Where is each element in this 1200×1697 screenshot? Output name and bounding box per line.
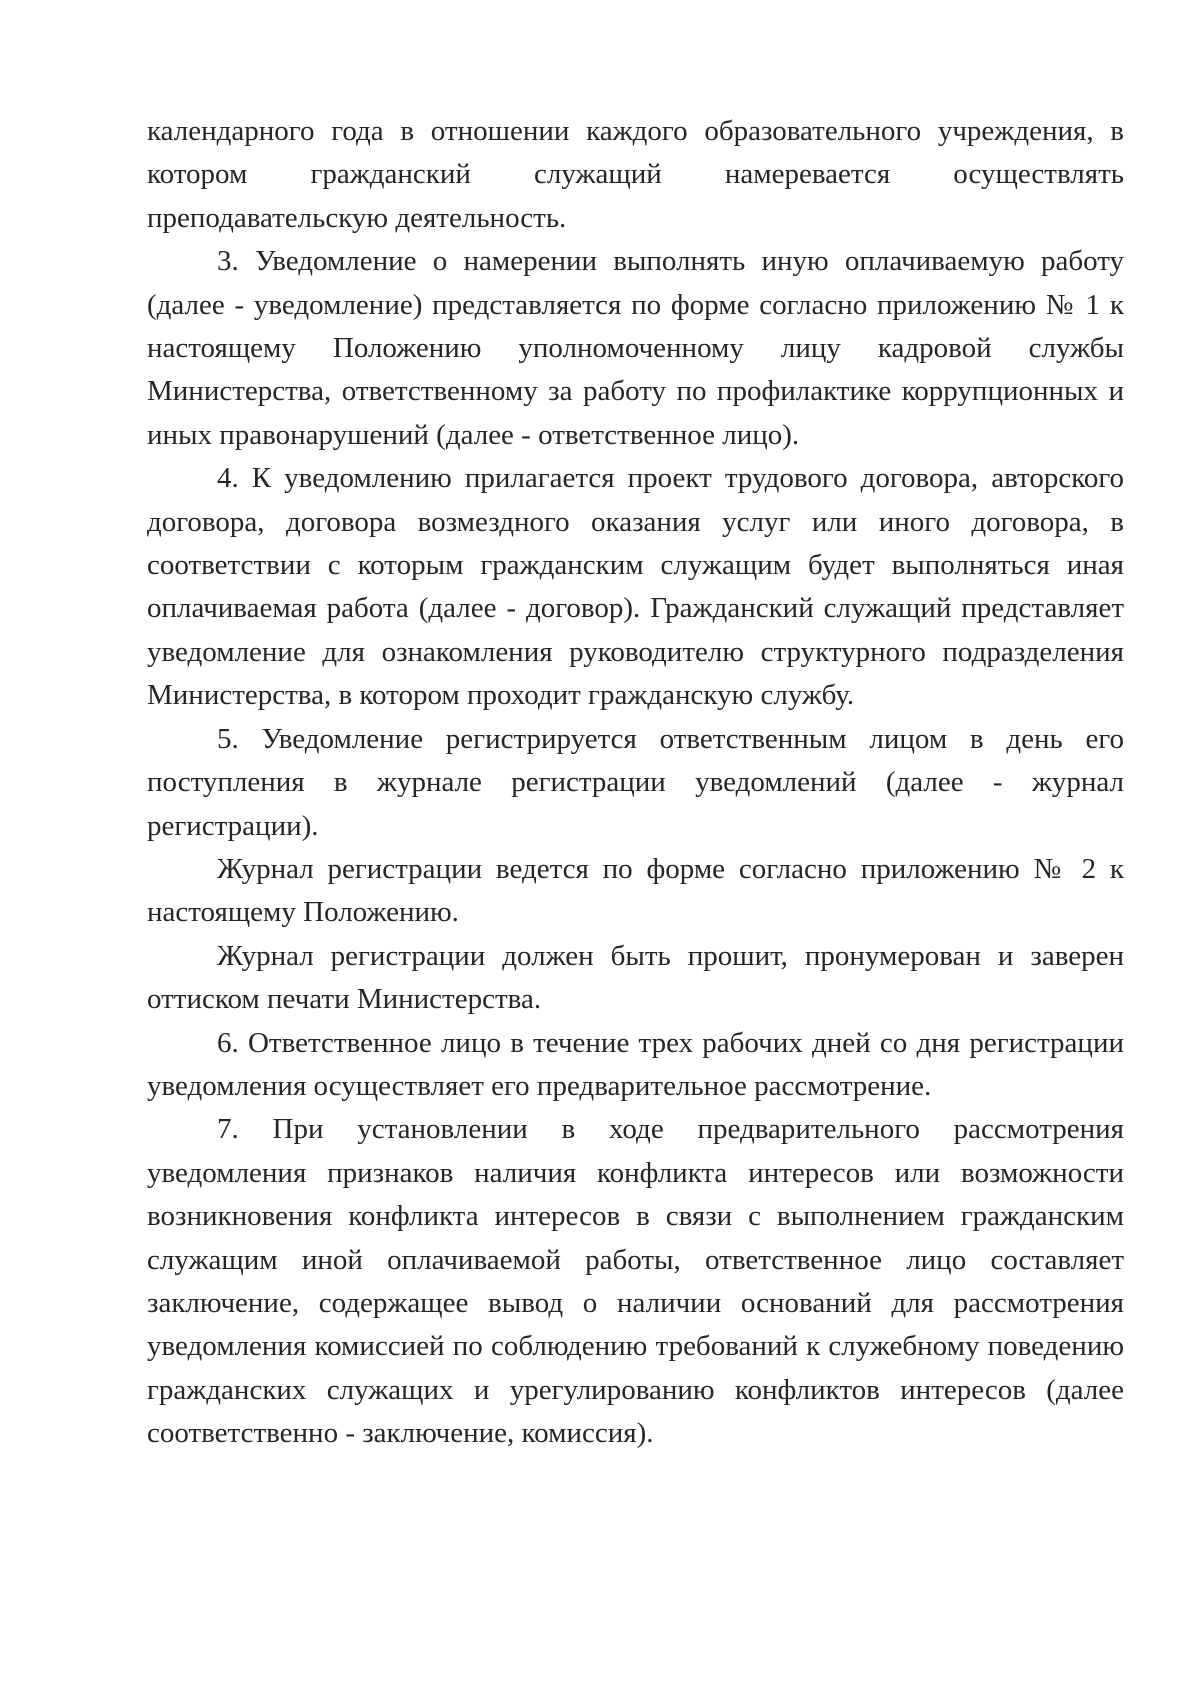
paragraph-item-7: 7. При установлении в ходе предварительного рассмотрения уведомления признаков наличия конфликта интересов или возможности возникновения конфликта интересов в связи с выполнением гражданским служащим иной оплачиваемой работы, ответственное лицо составляет заключение, содержащее вывод о наличии оснований для рассмотрения уведомления комиссией по соблюдению требований к служебному поведению гражданских служащих и урегулированию конфликтов интересов (далее соответственно - заключение, комиссия). [147,1113,1124,1450]
paragraph-continuation: календарного года в отношении каждого образовательного учреждения, в котором гражданский служащий намеревается осуществлять преподавательскую деятельность. [147,115,1124,234]
paragraph-item-6: 6. Ответственное лицо в течение трех рабочих дней со дня регистрации уведомления осуществляет его предварительное рассмотрение. [147,1026,1124,1102]
paragraph-item-3: 3. Уведомление о намерении выполнять иную оплачиваемую работу (далее - уведомление) представляется по форме согласно приложению № 1 к настоящему Положению уполномоченному лицу кадровой службы Министерства, ответственному за работу по профилактике коррупционных и иных правонарушений (далее - ответственное лицо). [147,245,1124,451]
paragraph-journal-seal: Журнал регистрации должен быть прошит, пронумерован и заверен оттиском печати Министерства. [147,939,1124,1016]
paragraph-journal-form: Журнал регистрации ведется по форме согласно приложению № 2 к настоящему Положению. [147,852,1124,929]
document-body [147,110,1124,1456]
paragraph-item-5: 5. Уведомление регистрируется ответственным лицом в день его поступления в журнале регистрации уведомлений (далее - журнал регистрации). [147,722,1124,842]
paragraph-item-4: 4. К уведомлению прилагается проект трудового договора, авторского договора, договора возмездного оказания услуг или иного договора, в соответствии с которым гражданским служащим будет выполняться иная оплачиваемая работа (далее - договор). Гражданский служащий представляет уведомление для ознакомления руководителю структурного подразделения Министерства, в котором проходит гражданскую службу. [147,462,1124,712]
